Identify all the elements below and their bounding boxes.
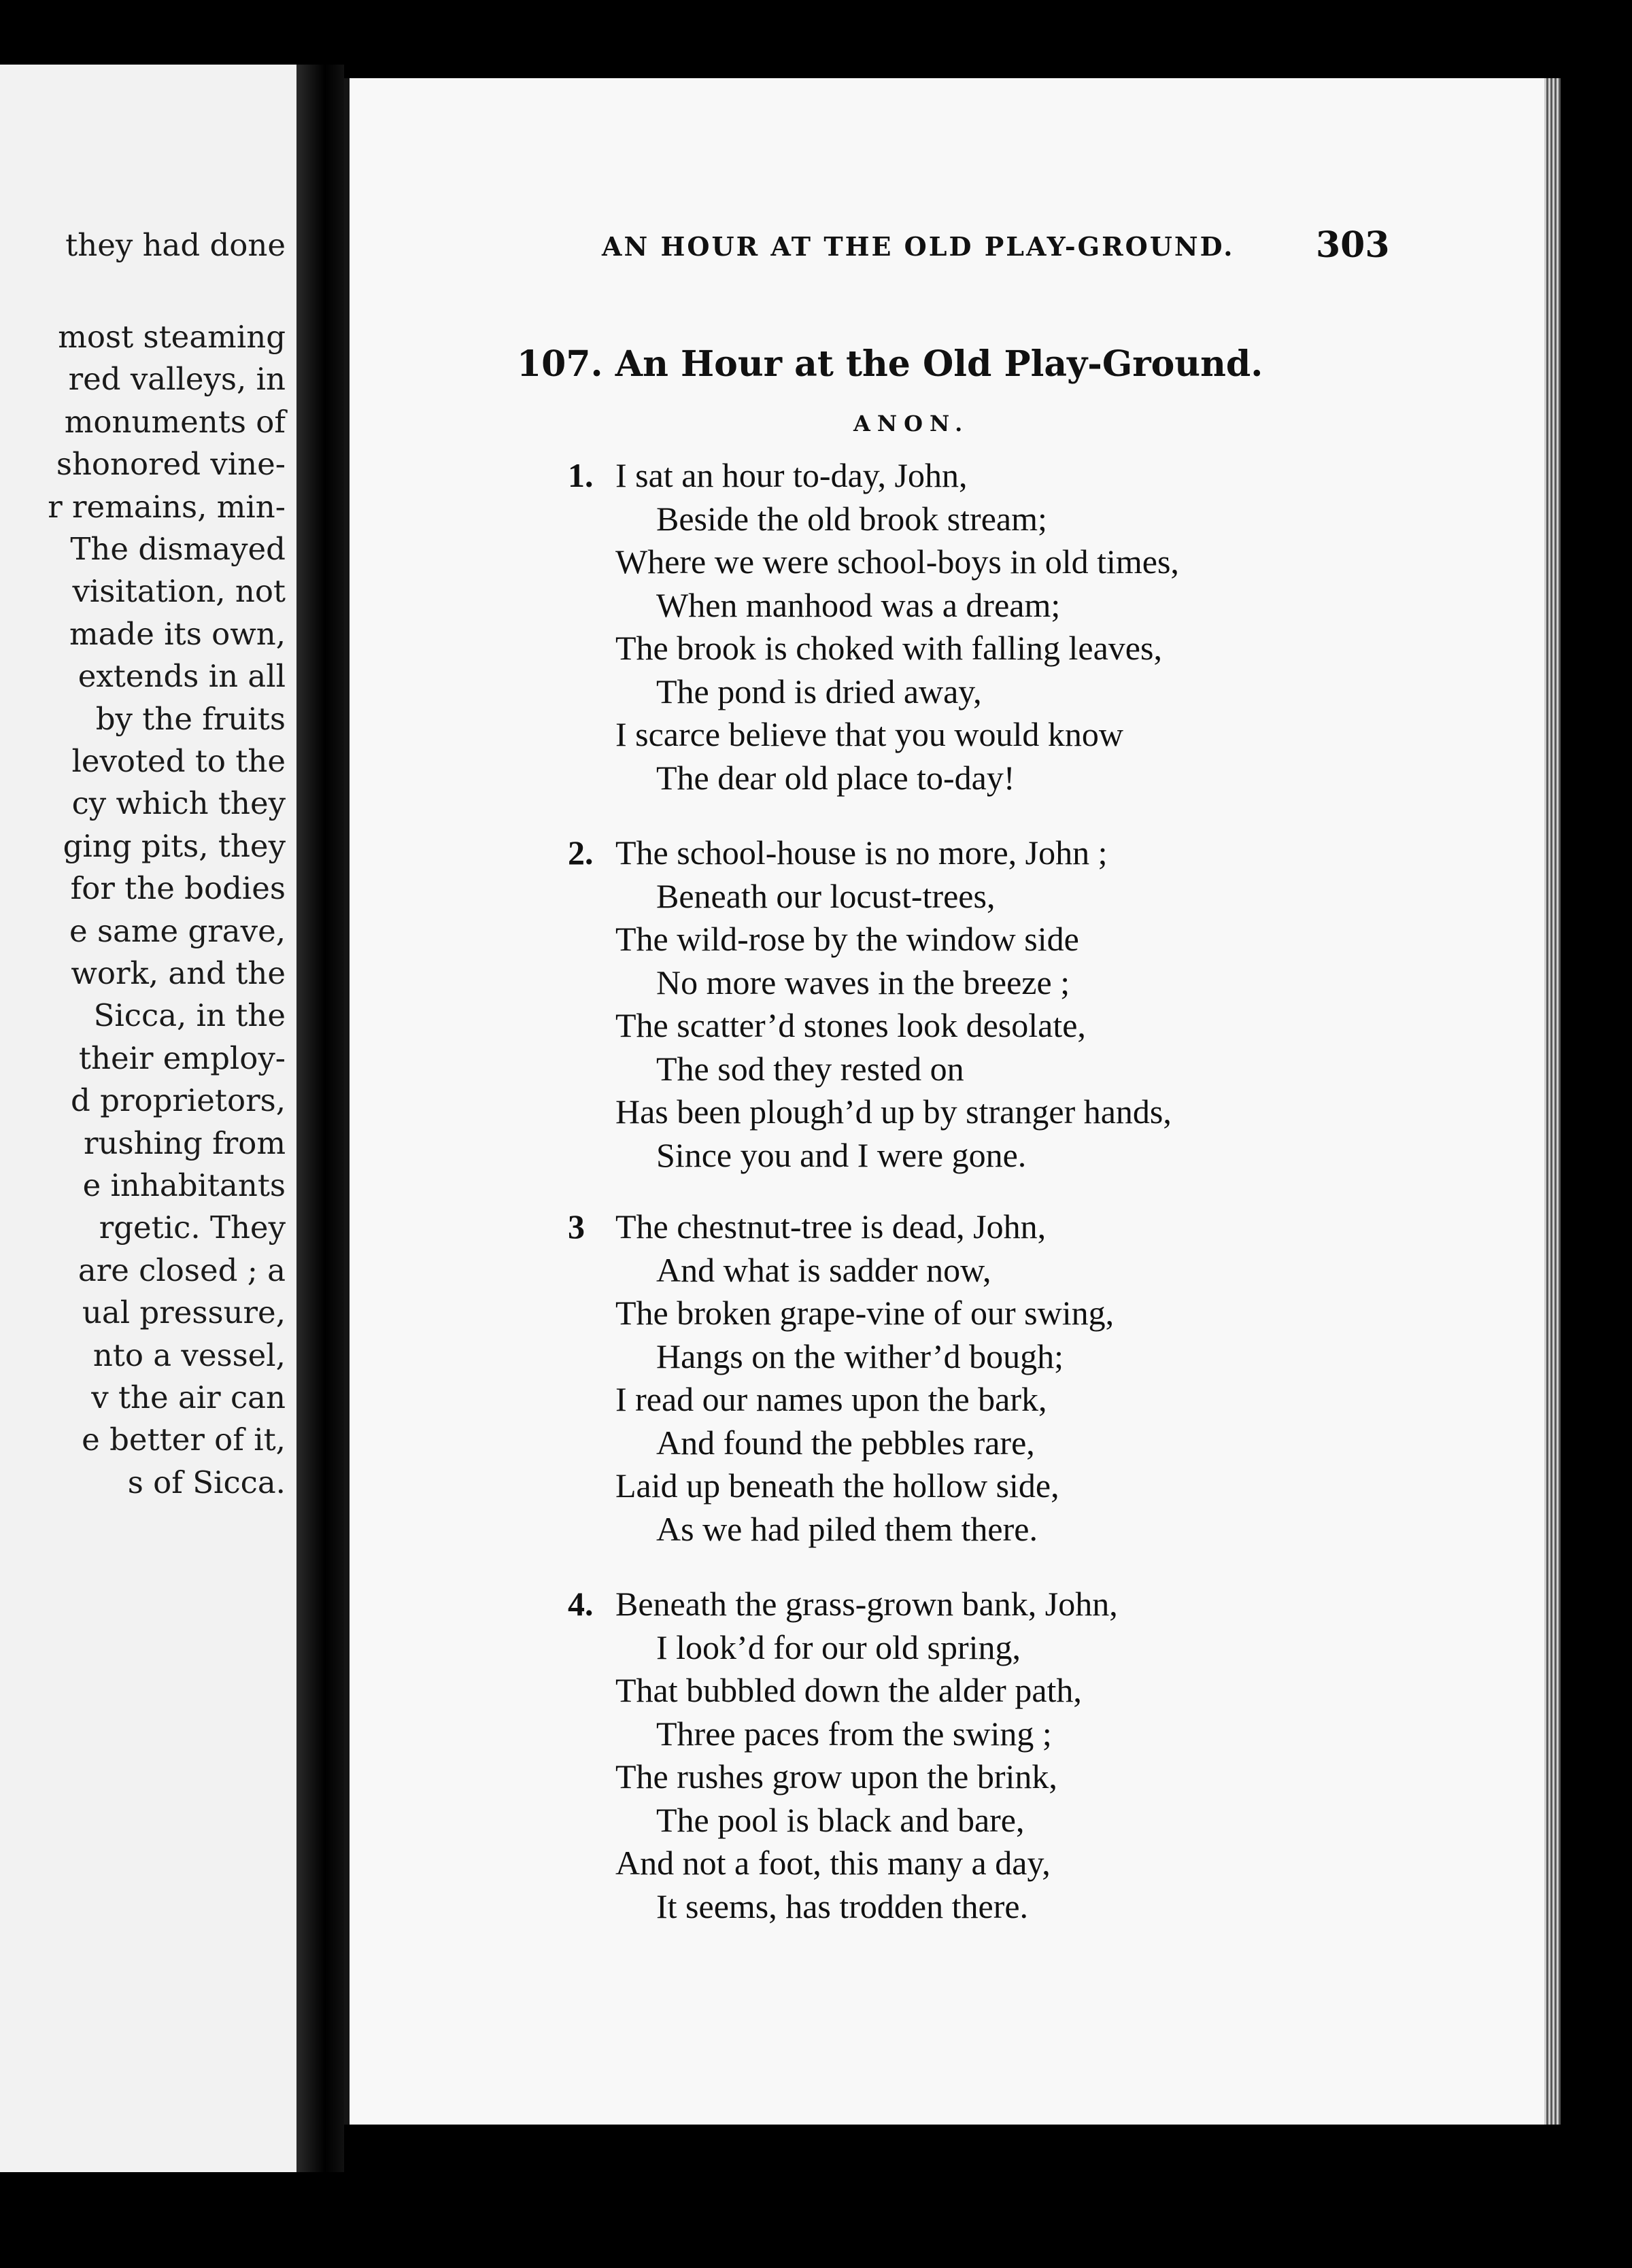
poem-line: The broken grape-vine of our swing, bbox=[615, 1294, 1115, 1332]
poem-title: 107. An Hour at the Old Play-Ground. bbox=[517, 343, 1263, 385]
stanza-number: 3 bbox=[568, 1207, 585, 1245]
left-page-line: made its own, bbox=[69, 615, 286, 652]
left-page-line: e better of it, bbox=[82, 1422, 286, 1458]
poem-line: As we had piled them there. bbox=[656, 1509, 1038, 1548]
left-page-line: Sicca, in the bbox=[93, 997, 286, 1034]
left-page-line: work, and the bbox=[71, 955, 286, 991]
left-page-line: are closed ; a bbox=[78, 1252, 286, 1288]
left-page-line: most steaming bbox=[58, 319, 286, 355]
left-page-line: levoted to the bbox=[71, 743, 286, 779]
left-page-line: rgetic. They bbox=[99, 1209, 286, 1246]
poem-line: When manhood was a dream; bbox=[656, 585, 1061, 624]
poem-line: And what is sadder now, bbox=[656, 1250, 991, 1289]
left-page-line: red valleys, in bbox=[68, 361, 286, 398]
poem-line: The school-house is no more, John ; bbox=[615, 834, 1108, 872]
left-page-line: they had done bbox=[65, 227, 286, 263]
left-page-line: ual pressure, bbox=[82, 1294, 286, 1331]
poem-line: Where we were school-boys in old times, bbox=[615, 543, 1179, 581]
poem-line: No more waves in the breeze ; bbox=[656, 963, 1070, 1001]
poem-line: It seems, has trodden there. bbox=[656, 1887, 1029, 1925]
poem-line: Beneath our locust-trees, bbox=[656, 876, 996, 915]
poem-line: Beneath the grass-grown bank, John, bbox=[615, 1585, 1118, 1623]
poem-line: Hangs on the wither’d bough; bbox=[656, 1337, 1064, 1375]
running-head: AN HOUR AT THE OLD PLAY-GROUND. bbox=[602, 231, 1235, 262]
poem-line: I read our names upon the bark, bbox=[615, 1380, 1047, 1418]
poem-line: The sod they rested on bbox=[656, 1049, 964, 1088]
page-edge bbox=[1544, 78, 1561, 2125]
poem-line: Since you and I were gone. bbox=[656, 1135, 1027, 1174]
left-page-line: extends in all bbox=[78, 658, 286, 695]
stanza-number: 1. bbox=[568, 456, 594, 494]
left-page-line: d proprietors, bbox=[71, 1082, 286, 1119]
book-gutter bbox=[296, 65, 344, 2172]
left-page-line: their employ- bbox=[78, 1040, 286, 1076]
poem-line: I scarce believe that you would know bbox=[615, 715, 1123, 753]
poem-line: The pond is dried away, bbox=[656, 672, 982, 710]
left-page-line: r remains, min- bbox=[48, 488, 286, 525]
poem-author: ANON. bbox=[853, 411, 970, 436]
left-page-line: ging pits, they bbox=[63, 827, 286, 864]
poem-line: The scatter’d stones look desolate, bbox=[615, 1006, 1086, 1044]
stanza-number: 2. bbox=[568, 834, 594, 872]
poem-line: That bubbled down the alder path, bbox=[615, 1671, 1082, 1709]
page-number: 303 bbox=[1316, 224, 1390, 266]
left-page-line: e inhabitants bbox=[82, 1167, 286, 1203]
poem-line: Beside the old brook stream; bbox=[656, 499, 1047, 538]
poem-line: I sat an hour to-day, John, bbox=[615, 456, 968, 494]
left-page-line: rushing from bbox=[84, 1124, 286, 1161]
poem-line: The pool is black and bare, bbox=[656, 1800, 1025, 1839]
poem-line: I look’d for our old spring, bbox=[656, 1628, 1021, 1666]
left-page-line: The dismayed bbox=[70, 531, 286, 567]
left-page-line: e same grave, bbox=[69, 912, 286, 949]
left-page bbox=[0, 65, 296, 2172]
poem-line: The wild-rose by the window side bbox=[615, 920, 1079, 958]
poem-line: Has been plough’d up by stranger hands, bbox=[615, 1093, 1172, 1131]
left-page-line: shonored vine- bbox=[56, 446, 286, 483]
left-page-line: for the bodies bbox=[70, 870, 286, 907]
left-page-line: cy which they bbox=[71, 785, 286, 822]
left-page-line: by the fruits bbox=[95, 700, 286, 737]
poem-line: The brook is choked with falling leaves, bbox=[615, 629, 1162, 667]
poem-line: And not a foot, this many a day, bbox=[615, 1844, 1051, 1882]
left-page-line: monuments of bbox=[64, 403, 286, 440]
poem-line: The dear old place to-day! bbox=[656, 758, 1015, 797]
left-page-line: nto a vessel, bbox=[92, 1337, 286, 1373]
left-page-line: visitation, not bbox=[72, 573, 286, 610]
poem-line: Laid up beneath the hollow side, bbox=[615, 1466, 1059, 1505]
left-page-line: s of Sicca. bbox=[127, 1464, 286, 1500]
poem-line: And found the pebbles rare, bbox=[656, 1423, 1035, 1462]
left-page-line: v the air can bbox=[91, 1379, 286, 1415]
stanza-number: 4. bbox=[568, 1585, 594, 1623]
poem-line: Three paces from the swing ; bbox=[656, 1714, 1052, 1753]
poem-line: The rushes grow upon the brink, bbox=[615, 1757, 1057, 1796]
poem-line: The chestnut-tree is dead, John, bbox=[615, 1207, 1047, 1245]
